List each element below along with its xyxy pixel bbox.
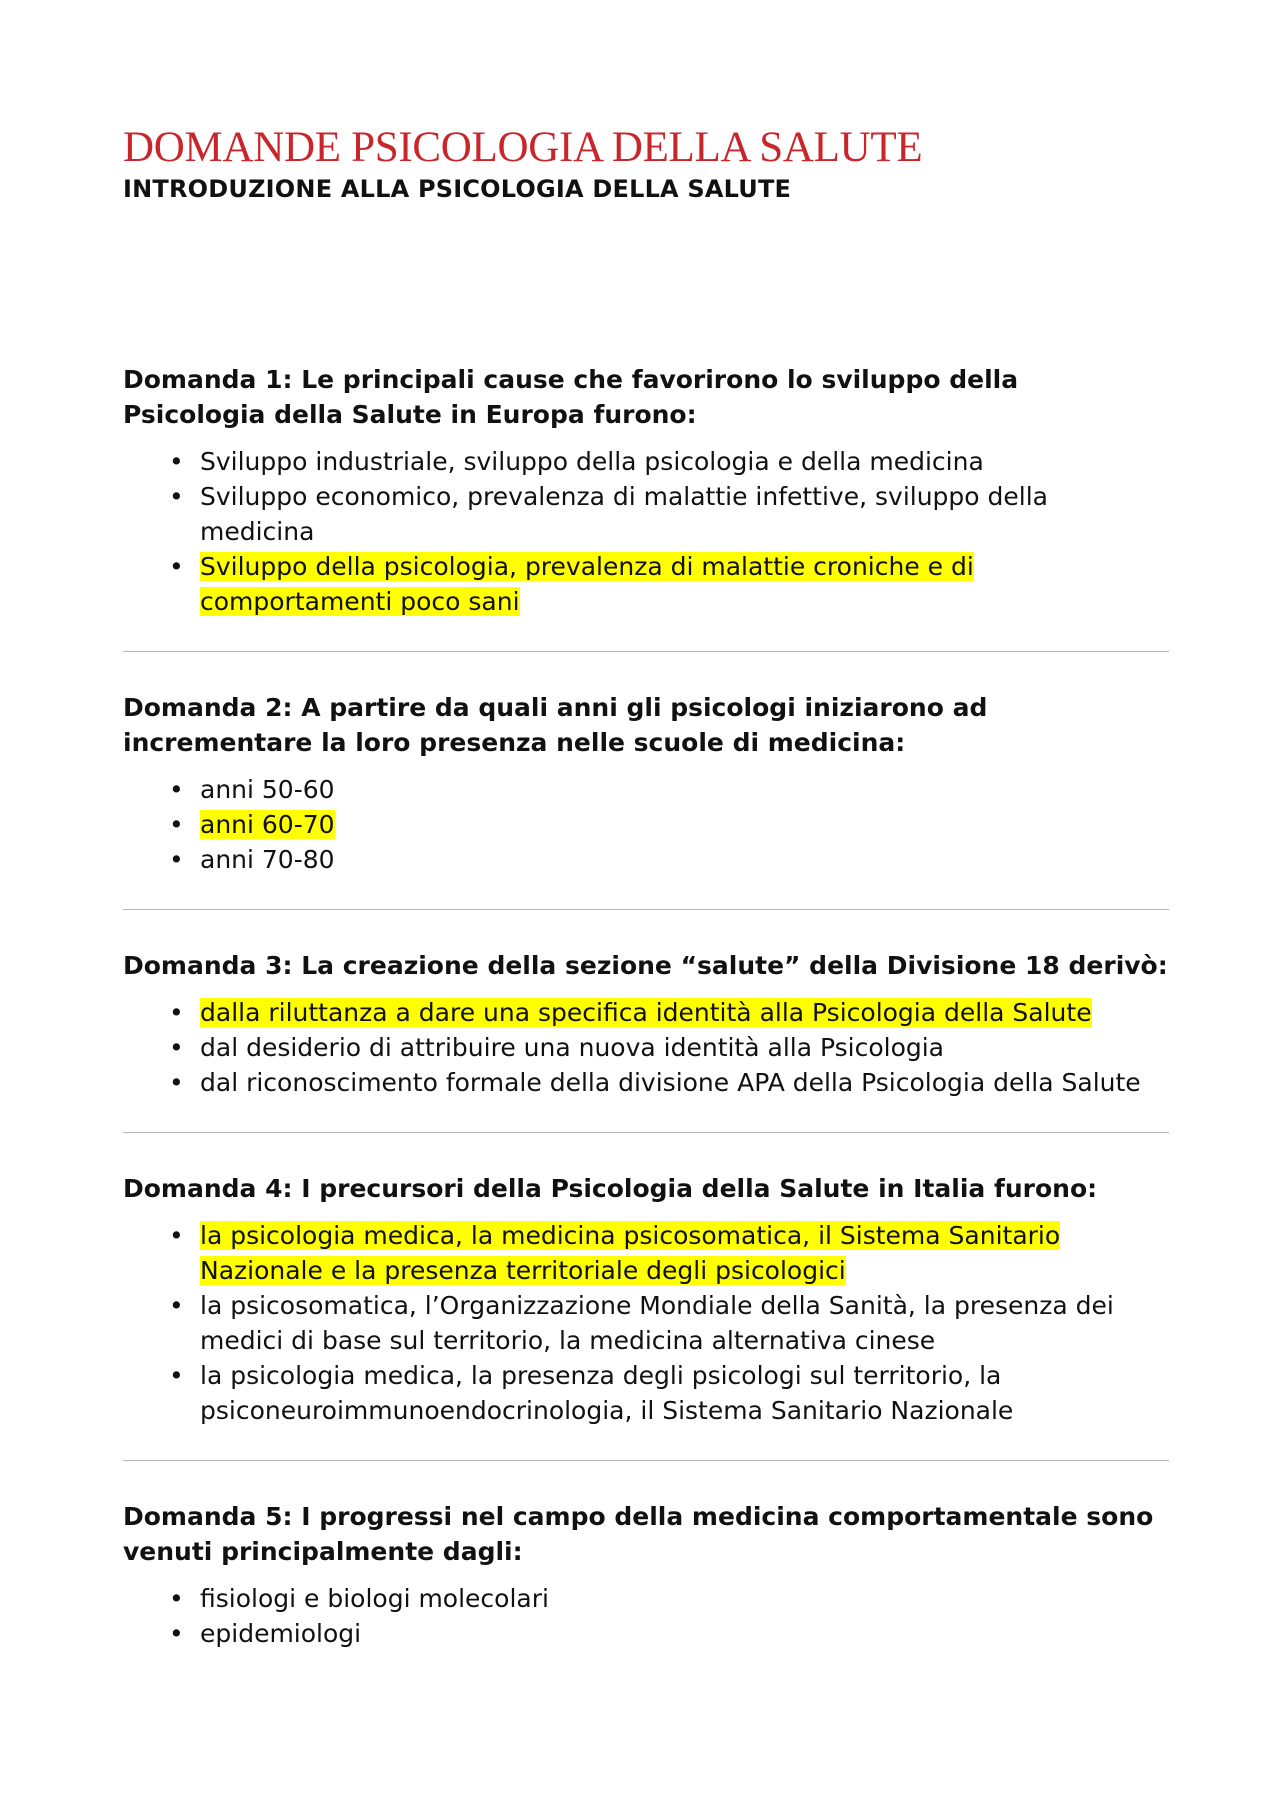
- question-block: [123, 690, 1169, 877]
- answer-list: [123, 444, 1169, 619]
- highlighted-answer-text: Sviluppo della psicologia, prevalenza di malattie croniche e di comportamenti poco sani: [200, 552, 974, 616]
- question-block: [123, 362, 1169, 619]
- question-text: Domanda 3: La creazione della sezione “salute” della Divisione 18 derivò:: [123, 951, 1168, 980]
- bullet-icon: •: [169, 1221, 184, 1250]
- answer-text: dal desiderio di attribuire una nuova identità alla Psicologia: [200, 1033, 945, 1062]
- question-text: Domanda 4: I precursori della Psicologia della Salute in Italia furono:: [123, 1174, 1098, 1203]
- answer-text: fisiologi e biologi molecolari: [200, 1584, 549, 1613]
- answer-item: [123, 842, 1169, 877]
- answer-item: [123, 1358, 1169, 1428]
- answer-item: [123, 1030, 1169, 1065]
- bullet-icon: •: [169, 998, 184, 1027]
- bullet-icon: •: [169, 482, 184, 511]
- answer-item: [123, 1288, 1169, 1358]
- bullet-icon: •: [169, 845, 184, 874]
- bullet-icon: •: [169, 1584, 184, 1613]
- answer-list: [123, 995, 1169, 1100]
- answer-text: la psicosomatica, l’Organizzazione Mondiale della Sanità, la presenza dei medici di base sul territorio, la medicina alternativa cinese: [200, 1291, 1114, 1355]
- answer-text: epidemiologi: [200, 1619, 362, 1648]
- answer-item: [123, 479, 1169, 549]
- bullet-icon: •: [169, 552, 184, 581]
- bullet-icon: •: [169, 775, 184, 804]
- document-page: [123, 122, 1169, 1651]
- answer-item-correct: [123, 549, 1169, 619]
- question-list: [123, 362, 1169, 1651]
- section-divider: [123, 909, 1169, 910]
- answer-text: Sviluppo economico, prevalenza di malattie infettive, sviluppo della medicina: [200, 482, 1048, 546]
- answer-item: [123, 444, 1169, 479]
- answer-item: [123, 1581, 1169, 1616]
- section-divider: [123, 651, 1169, 652]
- answer-list: [123, 772, 1169, 877]
- section-divider: [123, 1460, 1169, 1461]
- answer-item: [123, 1616, 1169, 1651]
- bullet-icon: •: [169, 1619, 184, 1648]
- question-text: Domanda 1: Le principali cause che favorirono lo sviluppo della Psicologia della Salute in Europa furono:: [123, 365, 1019, 429]
- bullet-icon: •: [169, 810, 184, 839]
- document-title: DOMANDE PSICOLOGIA DELLA SALUTE: [123, 124, 923, 171]
- document-subtitle: INTRODUZIONE ALLA PSICOLOGIA DELLA SALUTE: [123, 175, 792, 203]
- answer-list: [123, 1581, 1169, 1651]
- highlighted-answer-text: la psicologia medica, la medicina psicosomatica, il Sistema Sanitario Nazionale e la presenza territoriale degli psicologici: [200, 1221, 1061, 1285]
- answer-item-correct: [123, 1218, 1169, 1288]
- answer-text: anni 70-80: [200, 845, 335, 874]
- question-text: Domanda 2: A partire da quali anni gli psicologi iniziarono ad incrementare la loro presenza nelle scuole di medicina:: [123, 693, 988, 757]
- question-block: [123, 1499, 1169, 1651]
- answer-item-correct: [123, 995, 1169, 1030]
- question-text: Domanda 5: I progressi nel campo della medicina comportamentale sono venuti principalmente dagli:: [123, 1502, 1154, 1566]
- header-spacer: [123, 204, 1169, 362]
- question-block: [123, 1171, 1169, 1428]
- answer-text: anni 50-60: [200, 775, 335, 804]
- bullet-icon: •: [169, 1068, 184, 1097]
- answer-list: [123, 1218, 1169, 1428]
- answer-item: [123, 772, 1169, 807]
- highlighted-answer-text: anni 60-70: [200, 810, 335, 839]
- bullet-icon: •: [169, 1361, 184, 1390]
- section-divider: [123, 1132, 1169, 1133]
- highlighted-answer-text: dalla riluttanza a dare una specifica identità alla Psicologia della Salute: [200, 998, 1092, 1027]
- answer-text: la psicologia medica, la presenza degli psicologi sul territorio, la psiconeuroimmunoendocrinologia, il Sistema Sanitario Nazionale: [200, 1361, 1014, 1425]
- bullet-icon: •: [169, 1291, 184, 1320]
- bullet-icon: •: [169, 1033, 184, 1062]
- answer-item-correct: [123, 807, 1169, 842]
- bullet-icon: •: [169, 447, 184, 476]
- answer-text: dal riconoscimento formale della divisione APA della Psicologia della Salute: [200, 1068, 1141, 1097]
- answer-item: [123, 1065, 1169, 1100]
- answer-text: Sviluppo industriale, sviluppo della psicologia e della medicina: [200, 447, 984, 476]
- question-block: [123, 948, 1169, 1100]
